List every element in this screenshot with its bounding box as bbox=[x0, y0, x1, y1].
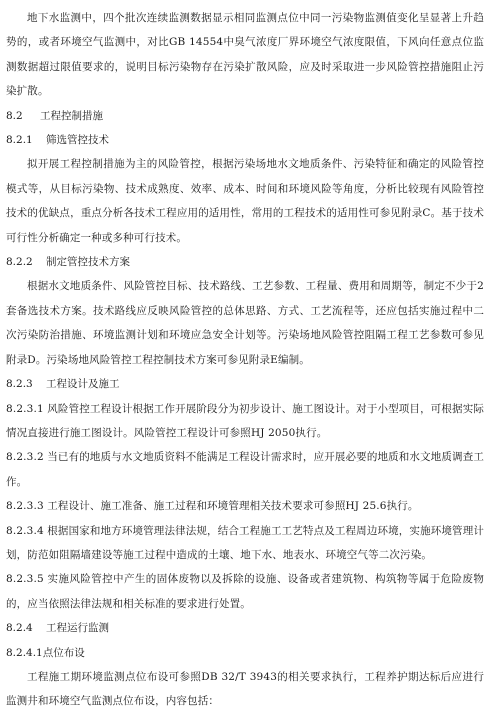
clause-8-2-3-5: 8.2.3.5 实施风险管控中产生的固体废物以及拆除的设施、设备或者建筑物、构筑物等属于危险废物的，应当依照法律法规和相关标准的要求进行处置。 bbox=[6, 573, 484, 610]
heading-title: 工程控制措施 bbox=[40, 109, 103, 122]
heading-title: 制定管控技术方案 bbox=[46, 256, 130, 269]
clause-8-2-3-2: 8.2.3.2 当已有的地质与水文地质资料不能满足工程设计需求时，应开展必要的地质和水文地质调查工作。 bbox=[6, 451, 484, 488]
heading-number: 8.2.2 bbox=[6, 256, 33, 269]
clause-8-2-3-4: 8.2.3.4 根据国家和地方环境管理法律法规，结合工程施工工艺特点及工程周边环境，实施环境管理计划，防范如阻隔墙建设等施工过程中造成的土壤、地下水、地表水、环境空气等二次污染。 bbox=[6, 524, 484, 561]
paragraph-technical-plan: 根据水文地质条件、风险管控目标、技术路线、工艺参数、工程量、费用和周期等，制定不少于2套备选技术方案。技术路线应反映风险管控的总体思路、方式、工艺流程等，还应包括实施过程中二次污染防治措施、环境监测计划和环境应急安全计划等。污染场地风险管控阻隔工程工艺参数可参见附录D。污染场地风险管控工程控制技术方案可参见附录E编制。 bbox=[6, 280, 484, 366]
heading-8-2-2 bbox=[6, 250, 484, 274]
heading-8-2 bbox=[6, 104, 484, 128]
paragraph-technology-screening: 拟开展工程控制措施为主的风险管控，根据污染场地水文地质条件、污染特征和确定的风险管控模式等，从目标污染物、技术成熟度、效率、成本、时间和环境风险等角度，分析比较现有风险管控技术的优缺点，重点分析各技术工程应用的适用性，常用的工程技术的适用性可参见附录C。基于技术可行性分析确定一种或多种可行技术。 bbox=[6, 158, 484, 244]
heading-number: 8.2.4.1 bbox=[6, 646, 43, 659]
heading-title: 点位布设 bbox=[42, 646, 85, 659]
paragraph-point-layout: 工程施工期环境监测点位布设可参照DB 32/T 3943的相关要求执行，工程养护期达标后应进行监测井和环境空气监测点位布设，内容包括： bbox=[6, 670, 484, 708]
heading-title: 工程设计及施工 bbox=[46, 378, 120, 391]
heading-number: 8.2.1 bbox=[6, 134, 33, 147]
heading-8-2-4 bbox=[6, 616, 484, 640]
heading-number: 8.2.4 bbox=[6, 622, 33, 635]
paragraph-monitoring-risk: 地下水监测中，四个批次连续监测数据显示相同监测点位中同一污染物监测值变化呈显著上升趋势的，或者环境空气监测中，对比GB 14554中臭气浓度厂界环境空气浓度限值，下风向任意点位监测数据超过限值要求的，说明目标污染物存在污染扩散风险，应及时采取进一步风险管控措施阻止污染扩散。 bbox=[6, 12, 484, 98]
heading-title: 筛选管控技术 bbox=[46, 134, 109, 147]
heading-8-2-3 bbox=[6, 372, 484, 396]
clause-8-2-3-1: 8.2.3.1 风险管控工程设计根据工作开展阶段分为初步设计、施工图设计。对于小型项目，可根据实际情况直接进行施工图设计。风险管控工程设计可参照HJ 2050执行。 bbox=[6, 402, 484, 439]
heading-title: 工程运行监测 bbox=[46, 622, 109, 635]
heading-number: 8.2.3 bbox=[6, 378, 33, 391]
heading-8-2-1 bbox=[6, 128, 484, 152]
heading-number: 8.2 bbox=[6, 109, 23, 122]
heading-8-2-4-1 bbox=[6, 641, 484, 665]
clause-8-2-3-3: 8.2.3.3 工程设计、施工准备、施工过程和环境管理相关技术要求可参照HJ 25.6执行。 bbox=[6, 500, 419, 513]
